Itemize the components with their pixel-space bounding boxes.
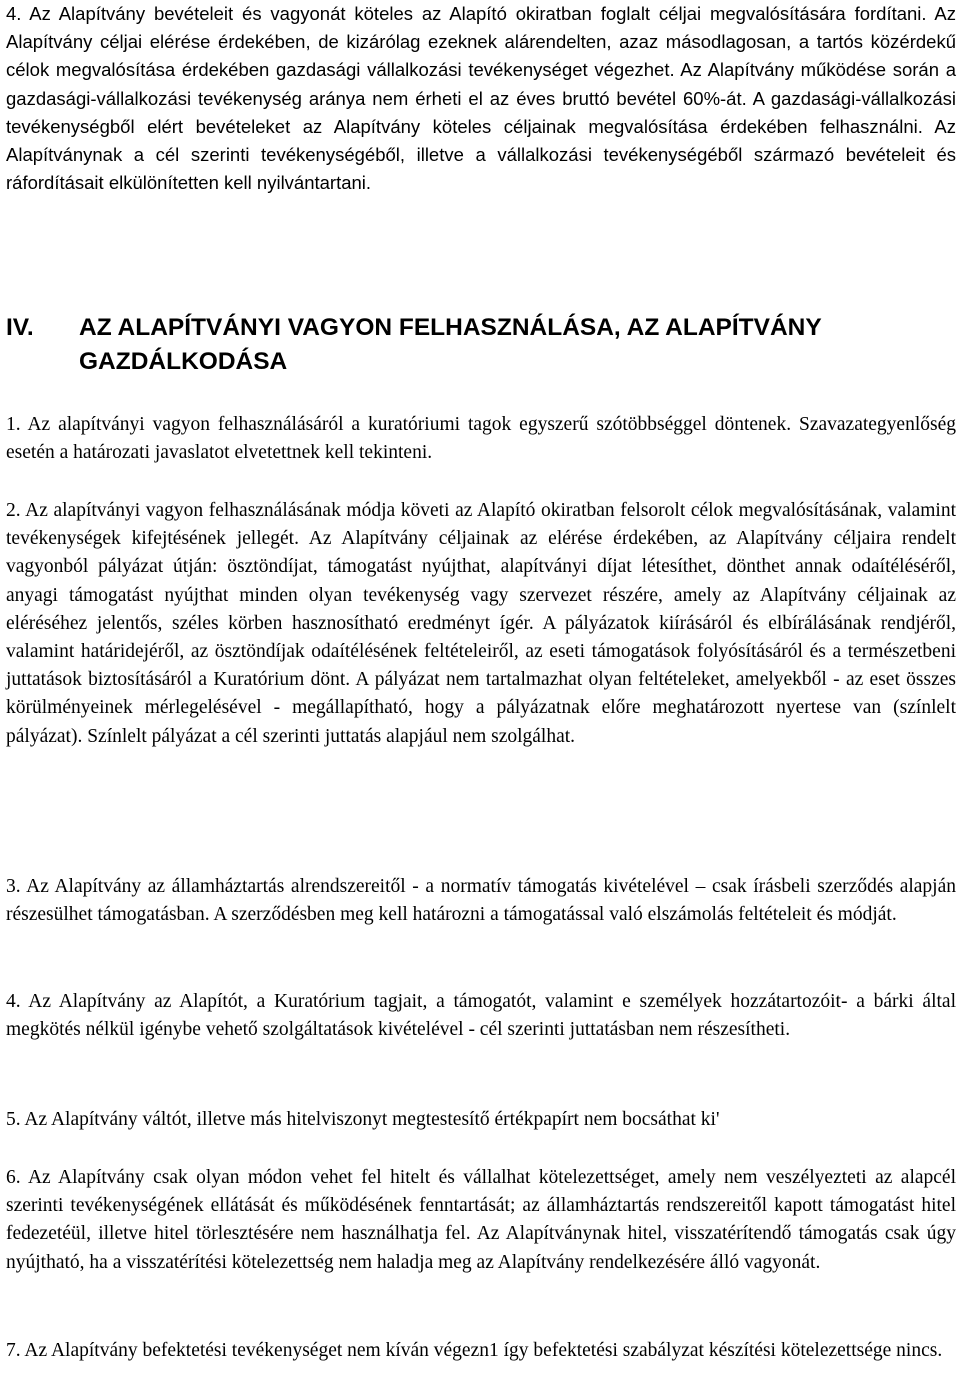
paragraph-section3-item4 (6, 0, 956, 197)
paragraph-3: 3. Az Alapítvány az államháztartás alrendszereitől - a normatív támogatás kivételével – csak írásbeli szerződés alapján részesülhet támogatásban. A szerződésben meg kell határozni a támogatással való elszámolás feltételeit és módját. (6, 876, 956, 926)
paragraph-1: 1. Az alapítványi vagyon felhasználásáról a kuratóriumi tagok egyszerű szótöbbséggel döntenek. Szavazategyenlőség esetén a határozati javaslatot elvetettnek kell tekinteni. (6, 414, 956, 464)
paragraph-7: 7. Az Alapítvány befektetési tevékenységet nem kíván végezn1 így befektetési szabályzat készítési kötelezettsége nincs. (6, 1340, 943, 1361)
section-heading-iv (6, 311, 960, 379)
section-title: AZ ALAPÍTVÁNYI VAGYON FELHASZNÁLÁSA, AZ ALAPÍTVÁNY GAZDÁLKODÁSA (79, 314, 822, 375)
paragraph-4: 4. Az Alapítvány az Alapítót, a Kuratórium tagjait, a támogatót, valamint e személyek hozzátartozóit- a bárki által megkötés nélkül igénybe vehető szolgáltatások kivételével - cél szerinti juttatásban nem részesítheti. (6, 991, 956, 1041)
paragraph-part-2: Az Alapítvány működése során a gazdasági-vállalkozási tevékenység aránya nem érheti el az éves bruttó bevétel 60%-át. (6, 59, 956, 109)
paragraph-6: 6. Az Alapítvány csak olyan módon vehet fel hitelt és vállalhat kötelezettséget, amely nem veszélyezteti az alapcél szerinti tevékenységének ellátását és működésének fenntartását; az államháztartás rendszereitől kapott támogatást hitel fedezetéül, illetve hitel törlesztésére nem használhatja fel. Az Alapítványnak hitel, visszatérítendő támogatás csak úgy nyújtható, ha a visszatérítési kötelezettség nem haladja meg az Alapítvány rendelkezésére álló vagyonát. (6, 1167, 956, 1273)
paragraph-2: 2. Az alapítványi vagyon felhasználásának módja követi az Alapító okiratban felsorolt célok megvalósításának, valamint tevékenységek kifejtésének jellegét. Az Alapítvány céljainak az elérése érdekében, az Alapítvány céljaira rendelt vagyonból pályázat útján: ösztöndíjat, támogatást nyújthat, alapítványi díjat létesíthet, dönthet annak odaítéléséről, anyagi támogatást nyújthat minden olyan tevékenység vagy szervezet részére, amely az Alapítvány céljainak az eléréséhez jelentős, széles körben hasznosítható eredményt ígér. A pályázatok kiírásáról és elbírálásának rendjéről, valamint határidejéről, az ösztöndíjak odaítélésének feltételeiről, az eseti támogatások folyósításáról és a természetbeni juttatások biztosításáról a Kuratórium dönt. A pályázat nem tartalmazhat olyan feltételeket, amelyekből - az eset összes körülményeinek mérlegelésével - megállapítható, hogy a pályázatnak előre meghatározott nyertese van (színlelt pályázat). Színlelt pályázat a cél szerinti juttatás alapjául nem szolgálhat. (6, 500, 956, 747)
paragraph-part-3: A gazdasági-vállalkozási tevékenységből elért bevételeket az Alapítvány köteles céljainak megvalósítása érdekében felhasználni. Az Alapítványnak a cél szerinti tevékenységéből, illetve a vállalkozási tevékenységéből származó bevételeit és ráfordításait elkülönítetten kell nyilvántartani. (6, 87, 956, 194)
paragraph-5: 5. Az Alapítvány váltót, illetve más hitelviszonyt megtestesítő értékpapírt nem bocsáthat ki' (6, 1109, 720, 1130)
section-number: IV. (6, 314, 34, 341)
paragraph-part-1: 4. Az Alapítvány bevételeit és vagyonát köteles az Alapító okiratban foglalt céljai megvalósítására fordítani. Az Alapítvány céljai elérése érdekében, de kizárólag ezeknek alárendelten, azaz másodlagosan, a tartós közérdekű célok megvalósítása érdekében gazdasági vállalkozási tevékenységet végezhet. (6, 3, 956, 81)
